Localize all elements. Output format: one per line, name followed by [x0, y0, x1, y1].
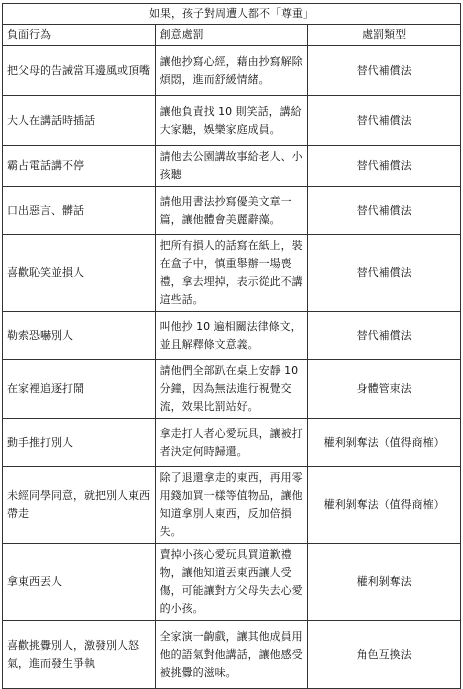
behavior-cell: 喜歡挑釁別人，激發別人怒氣，進而發生爭執 — [3, 621, 156, 689]
header-behavior: 負面行為 — [3, 25, 156, 46]
table-row — [3, 419, 461, 467]
header-punishment: 創意處罰 — [155, 25, 308, 46]
table-row — [3, 467, 461, 544]
punishment-cell: 把所有損人的話寫在紙上，裝在盒子中，慎重舉辦一場喪禮，拿去埋掉，表示從此不講這些話。 — [155, 235, 308, 312]
behavior-cell: 未經同學同意，就把別人東西帶走 — [3, 467, 156, 544]
punishment-cell: 讓他負責找 10 則笑話，講給大家聽，娛樂家庭成員。 — [155, 96, 308, 146]
behavior-cell: 拿東西丟人 — [3, 544, 156, 621]
punishment-table — [2, 3, 461, 689]
behavior-cell: 把父母的告誡當耳邊風或頂嘴 — [3, 46, 156, 96]
table-row — [3, 187, 461, 235]
punishment-table-container — [2, 3, 461, 689]
type-cell: 替代補償法 — [308, 235, 461, 312]
table-row — [3, 96, 461, 146]
table-title: 如果，孩子對周遭人都不「尊重」 — [3, 4, 461, 25]
type-cell: 身體管束法 — [308, 360, 461, 419]
behavior-cell: 大人在講話時插話 — [3, 96, 156, 146]
header-row — [3, 25, 461, 46]
punishment-cell: 叫他抄 10 遍相關法律條文，並且解釋條文意義。 — [155, 312, 308, 360]
type-cell: 權利剝奪法（值得商榷） — [308, 419, 461, 467]
behavior-cell: 勒索恐嚇別人 — [3, 312, 156, 360]
table-row — [3, 312, 461, 360]
type-cell: 權利剝奪法（值得商榷） — [308, 467, 461, 544]
type-cell: 替代補償法 — [308, 146, 461, 187]
table-row — [3, 235, 461, 312]
type-cell: 替代補償法 — [308, 312, 461, 360]
type-cell: 替代補償法 — [308, 96, 461, 146]
behavior-cell: 動手推打別人 — [3, 419, 156, 467]
behavior-cell: 在家裡追逐打鬧 — [3, 360, 156, 419]
table-row — [3, 621, 461, 689]
header-type: 處罰類型 — [308, 25, 461, 46]
punishment-cell: 拿走打人者心愛玩具，讓被打者決定何時歸還。 — [155, 419, 308, 467]
punishment-cell: 賣掉小孩心愛玩具買道歉禮物，讓他知道丟東西讓人受傷，可能讓對方父母失去心愛的小孩。 — [155, 544, 308, 621]
title-row — [3, 4, 461, 25]
type-cell: 替代補償法 — [308, 46, 461, 96]
punishment-cell: 讓他抄寫心經，藉由抄寫解除煩悶，進而舒緩情緒。 — [155, 46, 308, 96]
punishment-cell: 除了退還拿走的東西，再用零用錢加買一樣等值物品，讓他知道拿別人東西，反加倍損失。 — [155, 467, 308, 544]
type-cell: 權利剝奪法 — [308, 544, 461, 621]
type-cell: 角色互換法 — [308, 621, 461, 689]
punishment-cell: 請他去公園講故事給老人、小孩聽 — [155, 146, 308, 187]
behavior-cell: 口出惡言、髒話 — [3, 187, 156, 235]
behavior-cell: 喜歡恥笑並損人 — [3, 235, 156, 312]
punishment-cell: 全家演一齣戲，讓其他成員用他的語氣對他講話，讓他感受被挑釁的滋味。 — [155, 621, 308, 689]
table-row — [3, 360, 461, 419]
punishment-cell: 請他用書法抄寫優美文章一篇，讓他體會美麗辭藻。 — [155, 187, 308, 235]
table-row — [3, 544, 461, 621]
table-row — [3, 146, 461, 187]
punishment-cell: 請他們全部趴在桌上安靜 10 分鐘，因為無法進行視覺交流，效果比罰站好。 — [155, 360, 308, 419]
behavior-cell: 霸占電話講不停 — [3, 146, 156, 187]
table-row — [3, 46, 461, 96]
type-cell: 替代補償法 — [308, 187, 461, 235]
